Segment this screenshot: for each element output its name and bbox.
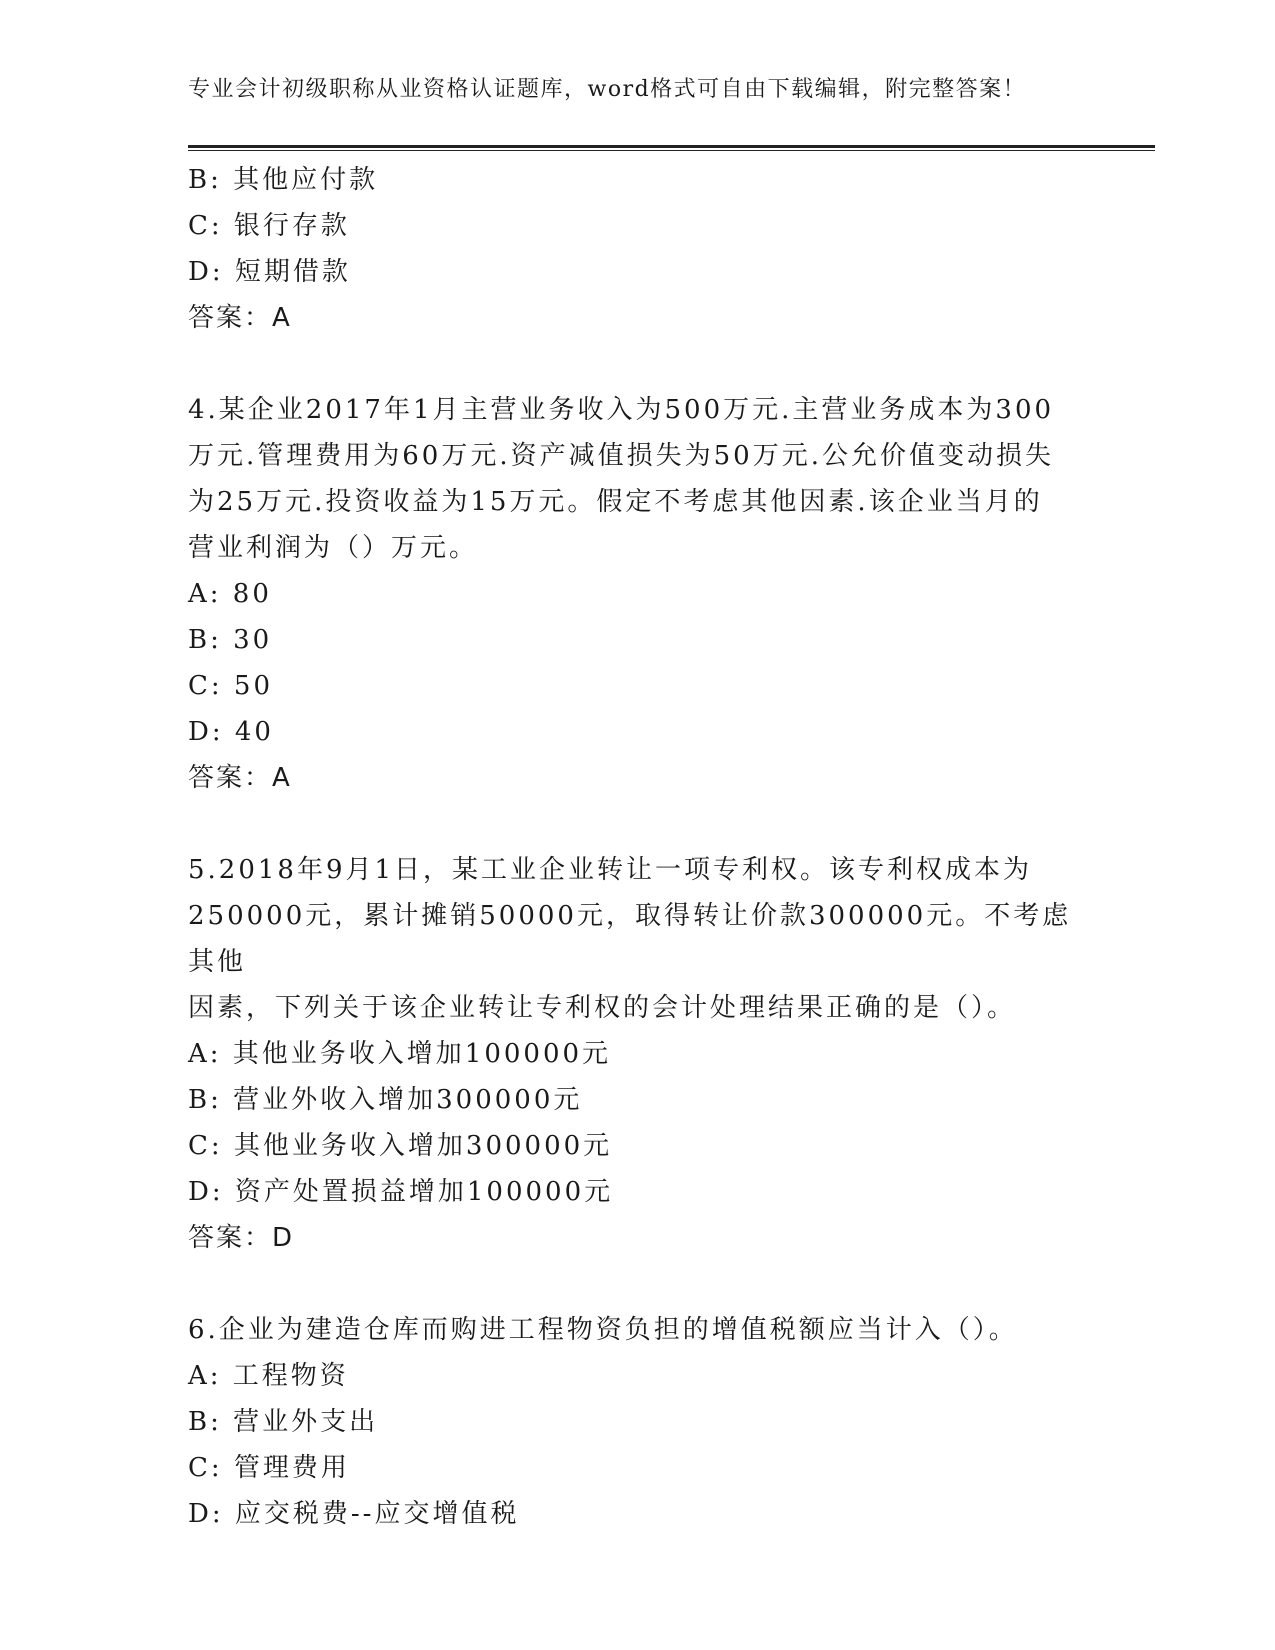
option-a: A: 其他业务收入增加100000元 [188,1039,612,1069]
question-text-line: 万元.管理费用为60万元.资产减值损失为50万元.公允价值变动损失 [188,441,1054,471]
option-c: C: 银行存款 [188,211,350,241]
option-b: B: 其他应付款 [188,165,379,195]
question-text-line: 6.企业为建造仓库而购进工程物资负担的增值税额应当计入（）。 [188,1315,1018,1345]
question-4-block [188,387,1088,801]
option-b: B: 30 [188,625,273,655]
question-text-line: 营业利润为（）万元。 [188,533,479,563]
option-a: A: 80 [188,579,272,609]
question-text-line: 因素，下列关于该企业转让专利权的会计处理结果正确的是（）。 [188,993,1017,1023]
option-d: D: 短期借款 [188,257,351,287]
question-text-line: 5.2018年9月1日，某工业企业转让一项专利权。该专利权成本为 [188,855,1033,885]
question-6-text [188,1307,1088,1353]
option-b: B: 营业外支出 [188,1407,379,1437]
option-a: A: 工程物资 [188,1361,349,1391]
option-d: D: 资产处置损益增加100000元 [188,1177,614,1207]
question-text-line: 为25万元.投资收益为15万元。假定不考虑其他因素.该企业当月的 [188,487,1043,517]
option-c: C: 管理费用 [188,1453,350,1483]
answer-line: 答案：D [188,1223,295,1253]
question-text-line: 250000元，累计摊销50000元，取得转让价款300000元。不考虑其他 [188,901,1072,977]
option-c: C: 50 [188,671,274,701]
question-6-block [188,1307,1088,1537]
answer-line: 答案：A [188,763,292,793]
option-b: B: 营业外收入增加300000元 [188,1085,583,1115]
option-c: C: 其他业务收入增加300000元 [188,1131,613,1161]
prev-question-block [188,157,1088,341]
header-rule-thick [188,145,1155,148]
question-4-text [188,387,1088,571]
page-header: 专业会计初级职称从业资格认证题库，word格式可自由下载编辑，附完整答案！ [188,77,1027,102]
answer-line: 答案：A [188,303,292,333]
document-body [188,157,1088,1537]
option-d: D: 40 [188,717,274,747]
question-5-block [188,847,1088,1261]
question-text-line: 4.某企业2017年1月主营业务收入为500万元.主营业务成本为300 [188,395,1055,425]
question-5-text [188,847,1088,1031]
header-rule-thin [188,150,1155,151]
option-d: D: 应交税费--应交增值税 [188,1499,520,1529]
